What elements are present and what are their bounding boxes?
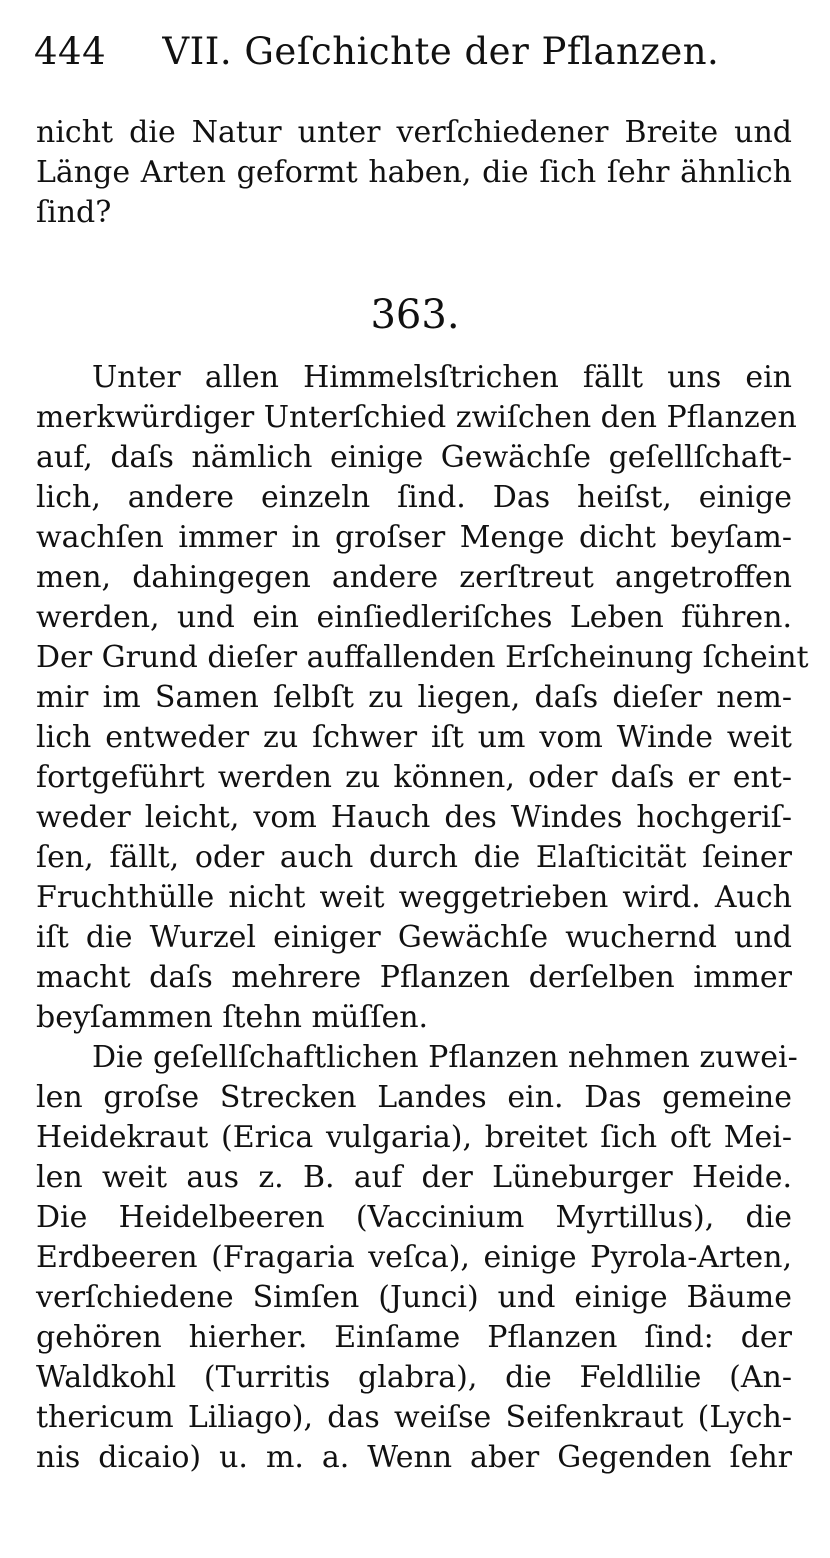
text-line: beyſammen ſtehn müſſen.: [36, 1000, 429, 1035]
text-line: lich, andere einzeln ſind. Das heiſst, einige: [36, 480, 792, 515]
section-number: 363.: [370, 292, 460, 338]
text-line: Heidekraut (Erica vulgaria), breitet ſich oft Mei-: [36, 1120, 792, 1155]
text-line: len weit aus z. B. auf der Lüneburger Heide.: [36, 1160, 792, 1195]
text-line: nicht die Natur unter verſchiedener Breite und: [36, 115, 792, 150]
text-line: ſen, fällt, oder auch durch die Elaſticität ſeiner: [36, 840, 792, 875]
text-line: macht daſs mehrere Pflanzen derſelben immer: [36, 960, 792, 995]
text-line: Die Heidelbeeren (Vaccinium Myrtillus), die: [36, 1200, 792, 1235]
chapter-number: VII.: [162, 30, 233, 73]
text-line: weder leicht, vom Hauch des Windes hochgeriſ-: [36, 800, 792, 835]
text-line: Unter allen Himmelsſtrichen fällt uns ein: [92, 360, 792, 395]
text-line: Länge Arten geformt haben, die ſich ſehr ähnlich: [36, 155, 792, 190]
text-line: Waldkohl (Turritis glabra), die Feldlilie (An-: [36, 1360, 792, 1395]
text-line: fortgeführt werden zu können, oder daſs er ent-: [36, 760, 792, 795]
text-line: lich entweder zu ſchwer iſt um vom Winde weit: [36, 720, 792, 755]
text-line: auf, daſs nämlich einige Gewächſe geſellſchaft-: [36, 440, 792, 475]
text-line: len groſse Strecken Landes ein. Das gemeine: [36, 1080, 792, 1115]
text-line: Der Grund dieſer auffallenden Erſcheinung ſcheint: [36, 640, 809, 675]
text-line: men, dahingegen andere zerſtreut angetroffen: [36, 560, 792, 595]
text-line: Die geſellſchaftlichen Pflanzen nehmen zuwei-: [92, 1040, 798, 1075]
chapter-title: Geſchichte der Pflanzen.: [244, 30, 720, 73]
page-number: 444: [34, 30, 107, 73]
text-line: ſind?: [36, 195, 112, 230]
text-line: gehören hierher. Einſame Pflanzen ſind: der: [36, 1320, 792, 1355]
text-line: werden, und ein einſiedleriſches Leben führen.: [36, 600, 792, 635]
text-line: verſchiedene Simſen (Junci) und einige Bäume: [36, 1280, 792, 1315]
text-line: Erdbeeren (Fragaria veſca), einige Pyrola-Arten,: [36, 1240, 792, 1275]
text-line: thericum Liliago), das weiſse Seifenkraut (Lych-: [36, 1400, 792, 1435]
text-line: nis dicaio) u. m. a. Wenn aber Gegenden ſehr: [36, 1440, 792, 1475]
text-line: Fruchthülle nicht weit weggetrieben wird. Auch: [36, 880, 792, 915]
running-header: [34, 30, 719, 73]
text-line: iſt die Wurzel einiger Gewächſe wuchernd und: [36, 920, 792, 955]
text-line: merkwürdiger Unterſchied zwiſchen den Pflanzen: [36, 400, 797, 435]
text-line: mir im Samen ſelbſt zu liegen, daſs dieſer nem-: [36, 680, 792, 715]
text-line: wachſen immer in groſser Menge dicht beyſam-: [36, 520, 792, 555]
